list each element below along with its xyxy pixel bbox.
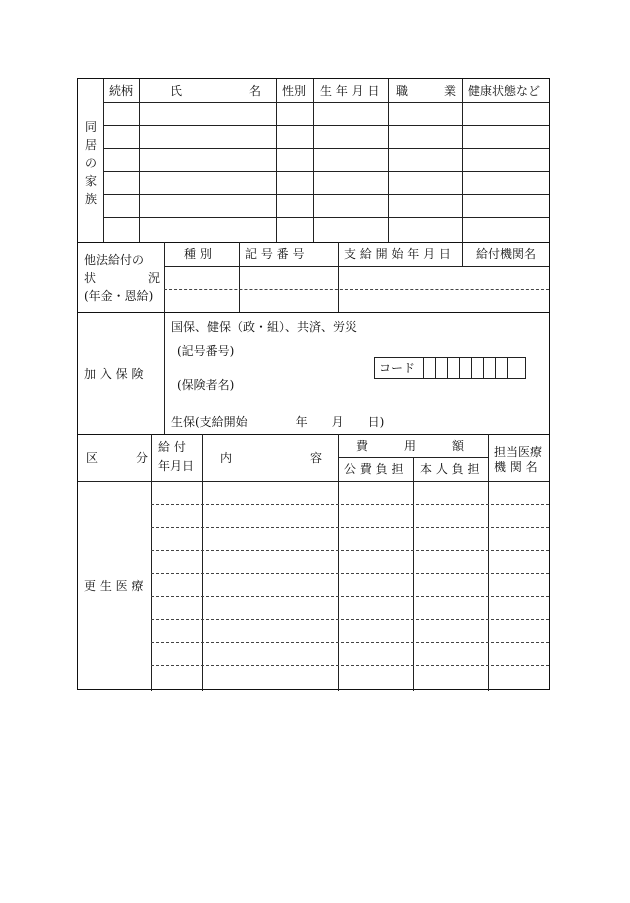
benefits-label-line3: (年金・恩給) [84,289,154,303]
col-divider [338,242,339,312]
code-cell-divider [483,358,484,378]
section-divider [78,312,549,313]
family-row-line [103,171,549,172]
medical-dashed-line [151,527,549,528]
medical-dashed-line [151,596,549,597]
col-divider [164,312,165,434]
insurance-number-line: (記号番号) [177,344,235,358]
medical-dashed-line [151,642,549,643]
header-you: 容 [310,451,323,465]
col-divider [151,434,152,691]
header-zokugara: 続柄 [109,84,134,98]
code-cell-divider [435,358,436,378]
family-row-line [103,194,549,195]
medical-dashed-line [151,550,549,551]
code-cell-divider [507,358,508,378]
header-bun: 分 [136,451,149,465]
col-divider [462,242,463,266]
code-cell-divider [495,358,496,378]
header-shikyu-kaishi: 支 給 開 始 年 月 日 [344,247,451,261]
medical-section-label: 更 生 医 療 [84,579,144,593]
code-box[interactable] [374,357,526,379]
benefits-dashed-line [164,289,549,290]
family-section-label: 同居の家族 [84,120,97,206]
benefits-header-line [164,266,549,267]
header-kyufu-date: 年月日 [158,459,195,473]
header-kohi-futan: 公 費 負 担 [344,462,404,476]
header-nai: 内 [220,451,233,465]
header-shi: 氏 [170,84,183,98]
header-hiyou: 費 用 額 [356,439,465,453]
header-kyufu: 給 付 [158,440,186,454]
family-row-line [103,125,549,126]
code-cell-divider [471,358,472,378]
application-form [77,78,550,690]
section-divider [78,434,549,435]
header-kigou-bangou: 記 号 番 号 [245,247,305,261]
header-seibetsu: 性別 [282,84,307,98]
code-cell-divider [447,358,448,378]
family-row-line [103,217,549,218]
header-honnin-futan: 本 人 負 担 [420,462,480,476]
medical-dashed-line [151,573,549,574]
benefits-label-line2b: 況 [148,271,161,285]
code-cell-divider [423,358,424,378]
col-divider [164,242,165,312]
col-divider [338,434,339,691]
section-divider [78,242,549,243]
col-divider [202,434,203,691]
code-cell-divider [459,358,460,378]
family-header-line [103,102,549,103]
col-divider [413,457,414,691]
header-kyufu-kikan: 給付機関名 [476,247,537,261]
family-row-line [103,148,549,149]
medical-dashed-line [151,504,549,505]
cost-header-split [338,457,488,458]
medical-dashed-line [151,619,549,620]
header-ku: 区 [86,451,99,465]
header-seinengappi: 生 年 月 日 [320,84,380,98]
col-divider [488,434,489,691]
insurance-type-line: 国保、健保（政・組）、共済、労災 [171,320,358,334]
col-divider [239,242,240,312]
benefits-label-line2a: 状 [84,271,97,285]
benefits-label-line1: 他法給付の [84,253,145,267]
insurance-insurer-line: (保険者名) [177,378,235,392]
insurance-label: 加 入 保 険 [84,367,144,381]
insurance-seiho-line: 生保(支給開始 年 月 日) [171,415,385,429]
header-shubetsu: 種 別 [184,247,212,261]
header-mei: 名 [249,84,262,98]
medical-header-line [78,481,549,482]
header-kenkou: 健康状態など [468,84,541,98]
header-shoku: 職 [396,84,409,98]
header-kikan-mei: 機 関 名 [494,460,538,474]
header-gyou: 業 [444,84,457,98]
header-tanto-iryo: 担当医療 [494,445,543,459]
medical-dashed-line [151,665,549,666]
code-label: コード [379,361,416,375]
